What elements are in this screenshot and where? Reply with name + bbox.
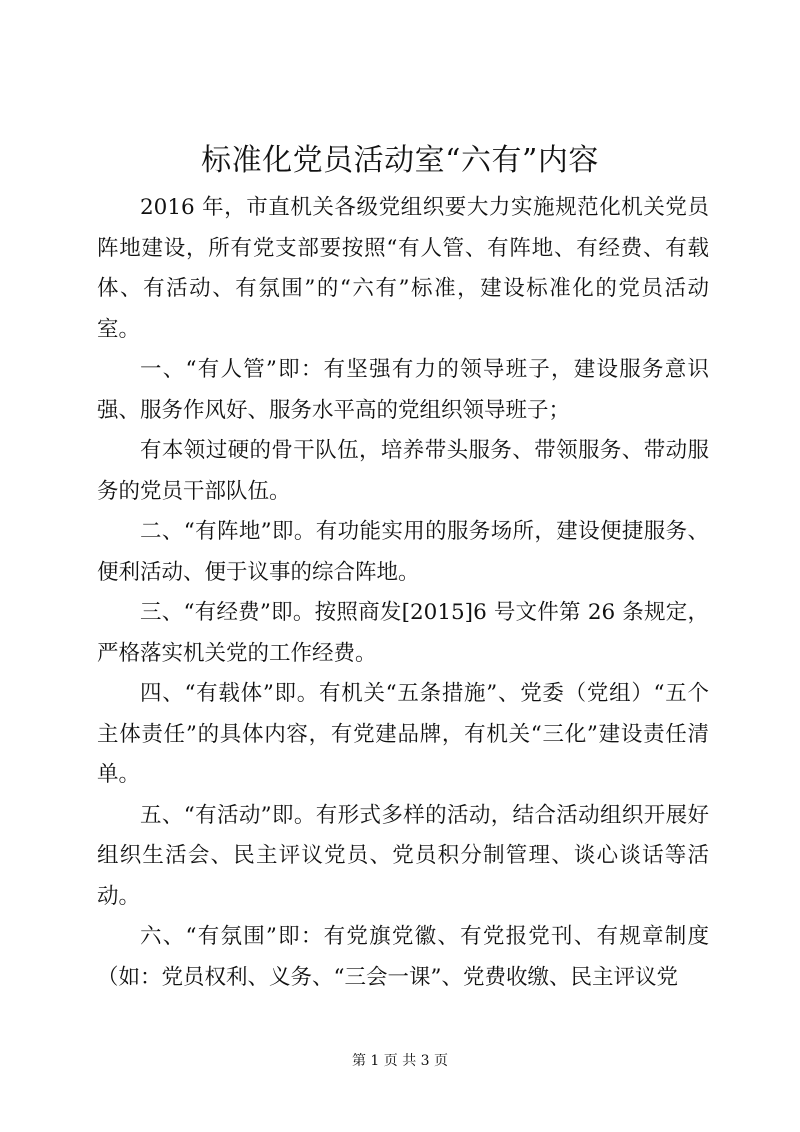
paragraph-item-3: 三、“有经费”即。按照商发[2015]6 号文件第 26 条规定，严格落实机关党的工作经费。 [97,600,709,666]
document-body [97,188,709,998]
paragraph-intro: 2016 年，市直机关各级党组织要大力实施规范化机关党员阵地建设，所有党支部要按照“有人管、有阵地、有经费、有载体、有活动、有氛围”的“六有”标准，建设标准化的党员活动室。 [97,195,709,342]
page-number-footer: 第 1 页 共 3 页 [351,1053,449,1069]
document-title: 标准化党员活动室“六有”内容 [201,143,599,178]
paragraph-item-2: 二、“有阵地”即。有功能实用的服务场所，建设便捷服务、便利活动、便于议事的综合阵地。 [97,519,709,585]
paragraph-item-1-cont: 有本领过硬的骨干队伍，培养带头服务、带领服务、带动服务的党员干部队伍。 [97,438,709,504]
paragraph-item-5: 五、“有活动”即。有形式多样的活动，结合活动组织开展好组织生活会、民主评议党员、党员积分制管理、谈心谈话等活动。 [97,802,709,909]
paragraph-item-1: 一、“有人管”即：有坚强有力的领导班子，建设服务意识强、服务作风好、服务水平高的党组织领导班子； [97,357,709,423]
paragraph-item-4: 四、“有载体”即。有机关“五条措施”、党委（党组）“五个主体责任”的具体内容，有党建品牌，有机关“三化”建设责任清单。 [97,681,709,787]
paragraph-item-6: 六、“有氛围”即：有党旗党徽、有党报党刊、有规章制度（如：党员权利、义务、“三会一课”、党费收缴、民主评议党 [97,924,709,990]
